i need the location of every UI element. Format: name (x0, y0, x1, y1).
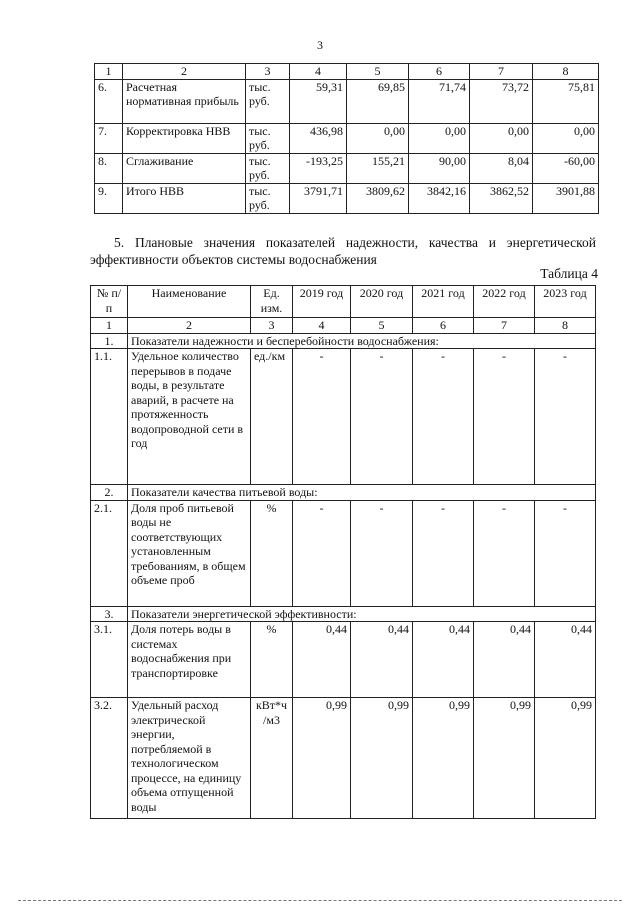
value-cell: 0,44 (351, 622, 413, 698)
value-cell: 69,85 (347, 79, 409, 123)
value-cell: 0,44 (474, 622, 535, 698)
value-cell: 90,00 (409, 153, 470, 183)
table-row (95, 183, 599, 213)
header-year: 2022 год (474, 286, 535, 318)
table-4-col-number: 1 (91, 318, 128, 334)
row-unit: тыс. руб. (246, 79, 290, 123)
value-cell: - (413, 349, 474, 485)
value-cell: - (535, 500, 596, 606)
table-3-col-number: 3 (246, 64, 290, 80)
table-4-col-number: 8 (535, 318, 596, 334)
row-number: 2.1. (91, 500, 128, 606)
value-cell: 3862,52 (470, 183, 533, 213)
row-unit: тыс. руб. (246, 183, 290, 213)
table-row (91, 349, 596, 485)
value-cell: - (535, 349, 596, 485)
value-cell: 436,98 (290, 123, 347, 153)
value-cell: - (293, 500, 351, 606)
table-3-col-number: 7 (470, 64, 533, 80)
row-name: Расчетная нормативная прибыль (123, 79, 246, 123)
table-4-col-number: 6 (413, 318, 474, 334)
row-number: 3.1. (91, 622, 128, 698)
table-row (91, 622, 596, 698)
section-title: Показатели надежности и бесперебойности водоснабжения: (128, 333, 596, 349)
row-name: Удельное количество перерывов в подаче воды, в результате аварий, в расчете на протяженность водопроводной сети в год (128, 349, 251, 485)
row-number: 3.2. (91, 698, 128, 819)
value-cell: 3901,88 (533, 183, 599, 213)
value-cell: 0,99 (413, 698, 474, 819)
table-4-col-number: 4 (293, 318, 351, 334)
footer-divider (18, 900, 622, 901)
table-4-col-number: 5 (351, 318, 413, 334)
value-cell: 0,44 (293, 622, 351, 698)
header-unit: Ед. изм. (251, 286, 293, 318)
value-cell: -60,00 (533, 153, 599, 183)
table-4-col-numbers-row (91, 318, 596, 334)
section-row (91, 606, 596, 622)
row-number: 7. (95, 123, 123, 153)
table-3-col-number: 1 (95, 64, 123, 80)
header-year: 2021 год (413, 286, 474, 318)
value-cell: 0,44 (413, 622, 474, 698)
table-4-col-number: 7 (474, 318, 535, 334)
header-year: 2020 год (351, 286, 413, 318)
section-number: 2. (91, 485, 128, 501)
value-cell: 0,00 (533, 123, 599, 153)
value-cell: 3809,62 (347, 183, 409, 213)
row-unit: тыс. руб. (246, 153, 290, 183)
table-row (95, 123, 599, 153)
row-number: 6. (95, 79, 123, 123)
table-row (91, 698, 596, 819)
page-number: 3 (317, 38, 323, 52)
value-cell: 0,99 (474, 698, 535, 819)
row-unit: % (251, 500, 293, 606)
value-cell: 0,99 (351, 698, 413, 819)
value-cell: 8,04 (470, 153, 533, 183)
table-4-header-row (91, 286, 596, 318)
section-row (91, 333, 596, 349)
value-cell: - (413, 500, 474, 606)
value-cell: 73,72 (470, 79, 533, 123)
table-3-col-number: 2 (123, 64, 246, 80)
value-cell: 0,44 (535, 622, 596, 698)
section-number: 1. (91, 333, 128, 349)
value-cell: - (293, 349, 351, 485)
header-year: 2023 год (535, 286, 596, 318)
value-cell: 155,21 (347, 153, 409, 183)
table-3-col-number: 5 (347, 64, 409, 80)
row-unit: тыс. руб. (246, 123, 290, 153)
value-cell: 0,00 (409, 123, 470, 153)
value-cell: - (474, 349, 535, 485)
value-cell: - (351, 349, 413, 485)
header-year: 2019 год (293, 286, 351, 318)
row-name: Доля проб питьевой воды не соответствующих установленным требованиям, в общем объеме проб (128, 500, 251, 606)
value-cell: 0,00 (470, 123, 533, 153)
table-4 (90, 285, 596, 819)
value-cell: 59,31 (290, 79, 347, 123)
table-3-col-number: 6 (409, 64, 470, 80)
table-3-continuation (94, 63, 599, 214)
table-3-col-number: 4 (290, 64, 347, 80)
table-4-col-number: 2 (128, 318, 251, 334)
row-number: 8. (95, 153, 123, 183)
section-title: Показатели качества питьевой воды: (128, 485, 596, 501)
row-name: Удельный расход электрической энергии, потребляемой в технологическом процессе, на единицу объема отпущенной воды (128, 698, 251, 819)
table-3-header-row (95, 64, 599, 80)
value-cell: 3842,16 (409, 183, 470, 213)
section-5-heading: 5. Плановые значения показателей надежности, качества и энергетической эффективности объектов системы водоснабжения (90, 235, 596, 267)
table-4-col-number: 3 (251, 318, 293, 334)
value-cell: - (351, 500, 413, 606)
value-cell: 0,00 (347, 123, 409, 153)
row-name: Итого НВВ (123, 183, 246, 213)
value-cell: 0,99 (293, 698, 351, 819)
row-name: Сглаживание (123, 153, 246, 183)
row-number: 9. (95, 183, 123, 213)
section-number: 3. (91, 606, 128, 622)
section-title: Показатели энергетической эффективности: (128, 606, 596, 622)
value-cell: 75,81 (533, 79, 599, 123)
value-cell: -193,25 (290, 153, 347, 183)
row-unit: % (251, 622, 293, 698)
table-4-caption: Таблица 4 (540, 266, 598, 281)
value-cell: 71,74 (409, 79, 470, 123)
row-number: 1.1. (91, 349, 128, 485)
row-unit: кВт*ч /м3 (251, 698, 293, 819)
value-cell: 3791,71 (290, 183, 347, 213)
table-row (95, 153, 599, 183)
table-row (91, 500, 596, 606)
value-cell: - (474, 500, 535, 606)
header-name: Наименование (128, 286, 251, 318)
row-unit: ед./км (251, 349, 293, 485)
header-number: № п/п (91, 286, 128, 318)
table-3-col-number: 8 (533, 64, 599, 80)
table-row (95, 79, 599, 123)
value-cell: 0,99 (535, 698, 596, 819)
row-name: Корректировка НВВ (123, 123, 246, 153)
row-name: Доля потерь воды в системах водоснабжения при транспортировке (128, 622, 251, 698)
section-row (91, 485, 596, 501)
